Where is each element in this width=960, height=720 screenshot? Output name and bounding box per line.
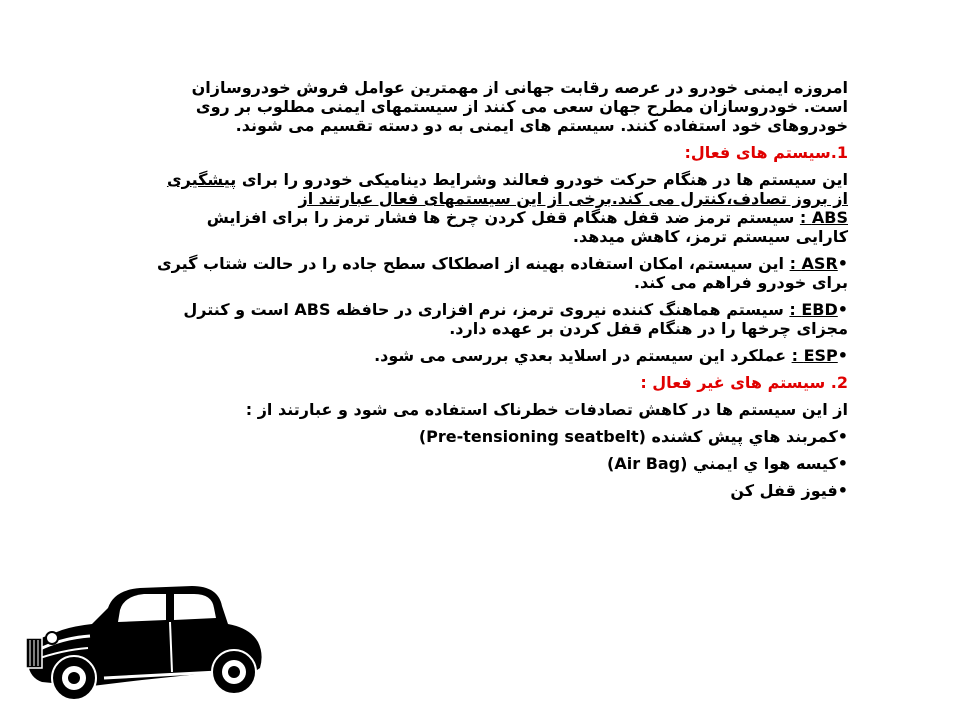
bullet-icon: • (837, 346, 848, 365)
bullet-icon: • (837, 427, 848, 446)
abs-description: سيستم ترمز ضد قفل هنگام قفل کردن چرخ ها فشار ترمز را برای افزايش کارايی سيستم ترمز، کاهش ميدهد. (206, 208, 848, 246)
vintage-car-icon (22, 580, 267, 704)
seatbelt-text: کمربند هاي پيش کشنده (Pre-tensioning seatbelt) (418, 427, 838, 446)
active-description-text: اين سيستم ها در هنگام حرکت خودرو فعالند وشرايط ديناميکی خودرو را برای (236, 170, 848, 189)
esp-item (150, 346, 848, 365)
passive-systems-heading: 2. سيستم های غير فعال : (640, 373, 848, 392)
active-systems-description (150, 170, 848, 246)
ebd-abbr: EBD : (789, 300, 838, 319)
fuse-text: فيوز قفل کن (730, 481, 838, 500)
ebd-item (150, 300, 848, 338)
bullet-icon: • (837, 300, 848, 319)
bullet-icon: • (837, 481, 848, 500)
slide-text (150, 78, 848, 508)
passive-item-fuse (150, 481, 848, 500)
esp-abbr: ESP : (791, 346, 838, 365)
asr-item (150, 254, 848, 292)
intro-paragraph: امروزه ايمنی خودرو در عرصه رقابت جهانی از مهمترين عوامل فروش خودروسازان است. خودروسازان مطرح جهان سعی می کنند از سيستمهای ايمنی مطلوب بر روی خودروهای خود استفاده کنند. سيستم های ايمنی به دو دسته تقسيم می شوند. (191, 78, 848, 135)
bullet-icon: • (837, 454, 848, 473)
passive-item-seatbelt (150, 427, 848, 446)
asr-description: اين سيستم، امکان استفاده بهينه از اصطکاک سطح جاده را در حالت شتاب گيری برای خودرو فراهم می کند. (156, 254, 848, 292)
esp-description: عملکرد اين سيستم در اسلايد بعدي بررسی می شود. (374, 346, 792, 365)
active-systems-heading: 1.سيستم های فعال: (684, 143, 848, 162)
active-description-underlined: پيشگيری از بروز تصادف،کنترل می کند.برخی از اين سيستمهای فعال عبارتند از (166, 170, 848, 208)
asr-abbr: ASR : (789, 254, 838, 273)
ebd-description: سيستم هماهنگ کننده نيروی ترمز، نرم افزاری در حافظه ABS است و کنترل مجزای چرخها را در هنگام قفل کردن بر عهده دارد. (183, 300, 848, 338)
abs-abbr: ABS : (799, 208, 848, 227)
passive-systems-description: از اين سيستم ها در کاهش تصادفات خطرناک استفاده می شود و عبارتند از : (245, 400, 848, 419)
passive-item-airbag (150, 454, 848, 473)
airbag-text: کيسه هوا ي ايمني (Air Bag) (607, 454, 838, 473)
bullet-icon: • (837, 254, 848, 273)
